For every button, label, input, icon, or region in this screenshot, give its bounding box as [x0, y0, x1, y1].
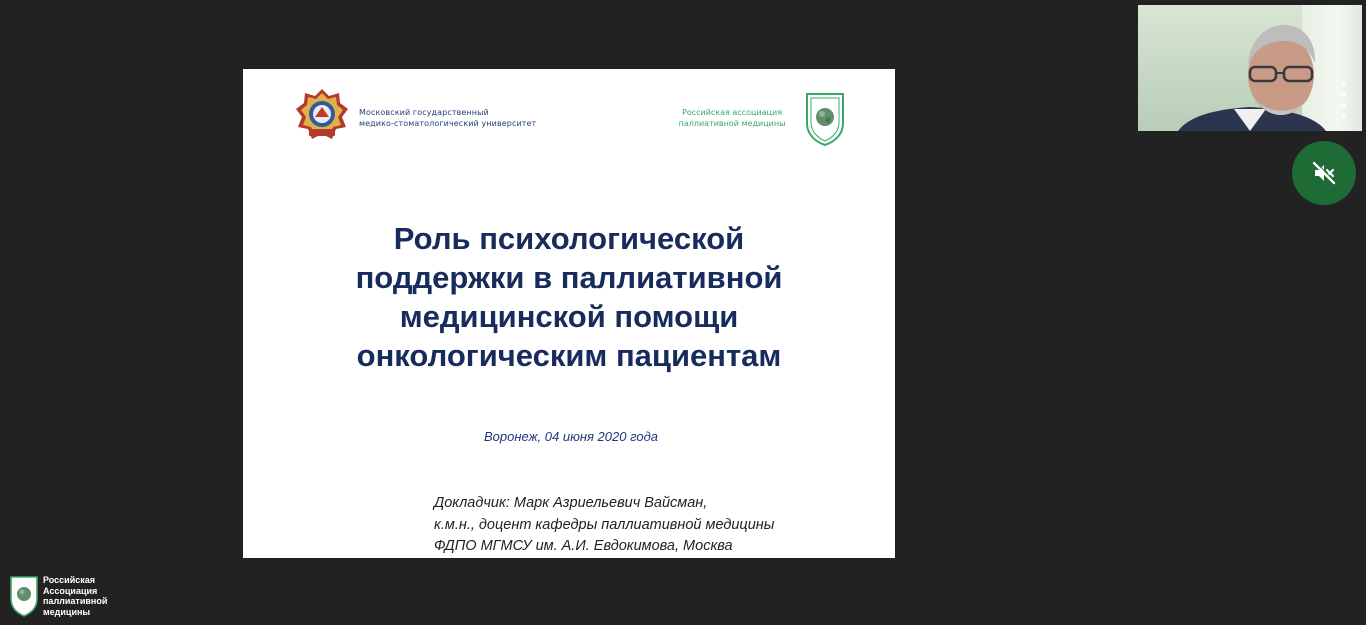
- speaker-info: [434, 493, 774, 558]
- slide-title-line-2: поддержки в паллиативной: [355, 260, 783, 295]
- association-watermark-icon: [9, 575, 39, 617]
- university-name: [359, 107, 536, 129]
- association-name-line-1: Российская ассоциация: [682, 108, 782, 117]
- speaker-line-2: к.м.н., доцент кафедры паллиативной медицины: [434, 516, 775, 533]
- participant-video-tile[interactable]: [1138, 5, 1362, 131]
- slide-date: Воронеж, 04 июня 2020 года: [484, 429, 658, 444]
- tile-scroll-dots: [1342, 83, 1346, 123]
- watermark-line-3: паллиативной: [43, 596, 108, 606]
- watermark-line-2: Ассоциация: [43, 585, 98, 596]
- shared-slide: [243, 69, 895, 558]
- watermark-text: [43, 575, 107, 617]
- watermark-line-1: Российская: [43, 575, 96, 585]
- university-name-line-1: Московский государственный: [359, 108, 489, 117]
- slide-title-line-4: онкологическим пациентам: [356, 338, 782, 373]
- speaker-muted-icon: [1312, 161, 1336, 185]
- university-emblem-icon: [295, 87, 349, 143]
- association-name: [663, 107, 801, 129]
- watermark-line-4: медицины: [43, 606, 91, 617]
- association-shield-icon: [804, 91, 846, 147]
- unmute-button[interactable]: [1292, 141, 1356, 205]
- slide-title: [243, 219, 895, 375]
- speaker-line-1: Докладчик: Марк Азриельевич Вайсман,: [434, 495, 708, 511]
- slide-title-line-3: медицинской помощи: [399, 299, 739, 334]
- speaker-line-3: ФДПО МГМСУ им. А.И. Евдокимова, Москва: [434, 538, 733, 554]
- slide-title-line-1: Роль психологической: [393, 221, 745, 256]
- university-name-line-2: медико-стоматологический университет: [359, 119, 537, 128]
- association-name-line-2: паллиативной медицины: [678, 119, 786, 128]
- participant-silhouette: [1138, 5, 1362, 131]
